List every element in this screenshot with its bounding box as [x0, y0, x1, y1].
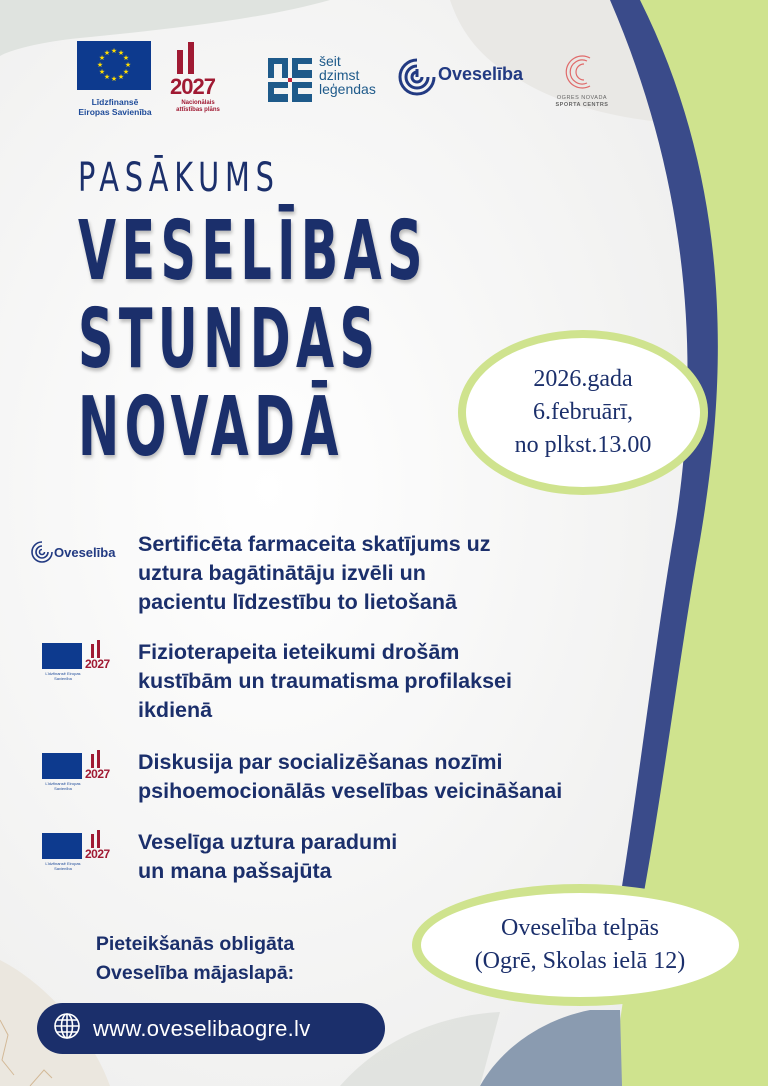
np-bar-icon — [97, 830, 100, 848]
svg-text:★: ★ — [122, 68, 130, 76]
eu-flag-icon — [42, 643, 82, 669]
svg-text:★: ★ — [103, 73, 111, 81]
sponsor-logo-row: ★ ★ ★ ★ ★ ★ ★ ★ ★ ★ ★ ★ Līdzfinansē Eiropas Savienība 2027 Nacionālais attīstības plāns šeit dzimst leģendas Oveselība OGRES NOVADA SPORTA CENTRS — [0, 40, 768, 120]
event-kicker: PASĀKUMS — [78, 155, 280, 201]
np-bar-icon — [91, 754, 94, 768]
event-date-badge: 2026.gada 6.februārī, no plkst.13.00 — [458, 330, 708, 495]
eu-caption: Līdzfinansē Eiropas Savienība — [78, 97, 152, 117]
svg-text:★: ★ — [122, 54, 130, 62]
oveseliba-mini-logo — [30, 540, 128, 569]
np-bar-icon — [97, 750, 100, 768]
ogre-logo-icon — [268, 58, 313, 107]
svg-text:★: ★ — [96, 61, 104, 69]
np-bar-icon — [188, 42, 194, 74]
svg-text:★: ★ — [124, 61, 132, 69]
svg-text:★: ★ — [103, 49, 111, 57]
oveseliba-logo-icon — [397, 57, 437, 102]
website-link-button[interactable] — [37, 1003, 385, 1054]
svg-text:★: ★ — [117, 49, 125, 57]
eu-flag-icon — [42, 833, 82, 859]
svg-text:★: ★ — [98, 54, 106, 62]
np-bar-icon — [177, 50, 183, 74]
svg-text:★: ★ — [98, 68, 106, 76]
ogre-slogan: šeit dzimst leģendas — [319, 53, 376, 97]
np-bar-icon — [91, 644, 94, 658]
svg-text:★: ★ — [117, 73, 125, 81]
sports-centre-logo-icon — [560, 52, 596, 97]
event-title: VESELĪBAS STUNDAS NOVADĀ — [78, 204, 429, 475]
svg-text:★: ★ — [110, 47, 118, 55]
location-badge: Oveselība telpās (Ogrē, Skolas ielā 12) — [412, 884, 748, 1006]
globe-icon — [53, 1012, 81, 1045]
np-bar-icon — [91, 834, 94, 848]
svg-text:★: ★ — [110, 75, 118, 83]
registration-note: Pieteikšanās obligāta Oveselība mājaslapā: — [95, 933, 295, 984]
website-url[interactable]: www.oveselibaogre.lv — [93, 1015, 311, 1041]
eu-flag-icon — [77, 41, 151, 90]
eu-flag-icon — [42, 753, 82, 779]
svg-text:Oveselība: Oveselība — [54, 545, 116, 560]
np-bar-icon — [97, 640, 100, 658]
